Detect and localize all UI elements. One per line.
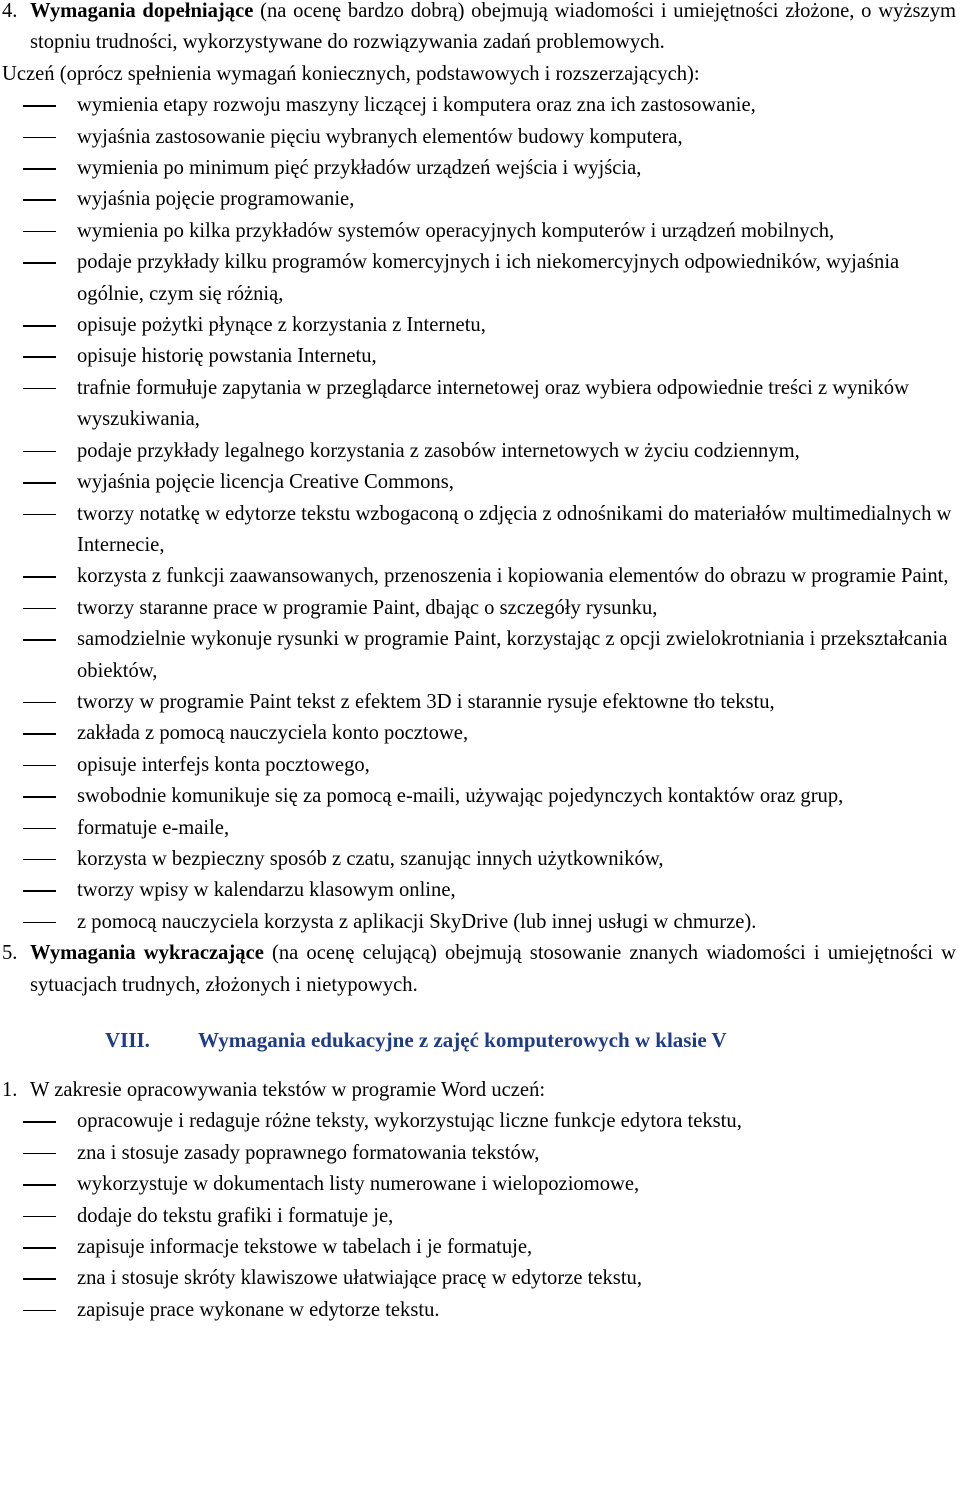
dash-bullet-icon [23,168,56,170]
list-item [0,844,960,875]
list-item [0,216,960,247]
dash-bullet-icon [23,1310,56,1312]
dash-bullet-icon [23,514,56,516]
list-item [0,687,960,718]
list-item-text: zakłada z pomocą nauczyciela konto pocztowe, [77,722,469,745]
dash-bullet-icon [23,199,56,201]
dash-bullet-icon [23,1121,56,1123]
list-item [0,90,960,121]
list-item [0,907,960,938]
list-item-text: podaje przykłady legalnego korzystania z zasobów internetowych w życiu codziennym, [77,439,800,462]
list-item-text: wyjaśnia pojęcie programowanie, [77,188,355,211]
list-item [0,561,960,592]
list-item [0,499,960,562]
list-item [0,341,960,372]
dash-bullet-icon [23,1278,56,1280]
list-item-text: wykorzystuje w dokumentach listy numerowane i wielopoziomowe, [77,1173,640,1196]
section-4-number: 4. [2,0,18,22]
dash-bullet-icon [23,388,56,390]
list-item [0,467,960,498]
dash-bullet-icon [23,608,56,610]
dash-bullet-icon [23,1216,56,1218]
list-item-text: formatuje e-maile, [77,816,230,839]
list-item-text: trafnie formułuje zapytania w przeglądarce internetowej oraz wybiera odpowiednie treści z wyników wyszukiwania, [77,376,909,431]
dash-bullet-icon [23,482,56,484]
list-item-text: swobodnie komunikuje się za pomocą e-maili, używając pojedynczych kontaktów oraz grup, [77,785,844,808]
dash-bullet-icon [23,137,56,139]
list-item [0,436,960,467]
list-item [0,310,960,341]
dash-bullet-icon [23,262,56,264]
list-item [0,1263,960,1294]
list-item [0,1201,960,1232]
section-1-number: 1. [2,1079,18,1101]
list-item [0,875,960,906]
list-item-text: tworzy staranne prace w programie Paint, dbając o szczegóły rysunku, [77,596,658,619]
list-item-text: wymienia etapy rozwoju maszyny liczącej i komputera oraz zna ich zastosowanie, [77,94,756,117]
list-item-text: korzysta w bezpieczny sposób z czatu, szanując innych użytkowników, [77,847,664,870]
dash-bullet-icon [23,702,56,704]
list-item-text: zapisuje informacje tekstowe w tabelach i je formatuje, [77,1236,533,1259]
list-item-text: tworzy notatkę w edytorze tekstu wzbogaconą o zdjęcia z odnośnikami do materiałów multimedialnych w Internecie, [77,502,952,556]
list-item [0,122,960,153]
dash-bullet-icon [23,356,56,358]
dash-bullet-icon [23,922,56,924]
dash-bullet-icon [23,796,56,798]
list-item-text: tworzy wpisy w kalendarzu klasowym online, [77,879,456,902]
list-item [0,1295,960,1326]
dash-bullet-icon [23,451,56,453]
dash-bullet-icon [23,828,56,830]
dash-bullet-icon [23,733,56,735]
section-4-description: (na ocenę bardzo dobrą) obejmują wiadomości i umiejętności złożone, o wyższym stopniu trudności, wykorzystywane do rozwiązywania zadań problemowych. [30,0,957,54]
chapter-title: Wymagania edukacyjne z zajęć komputerowych w klasie V [198,1028,727,1052]
dash-bullet-icon [23,1184,56,1186]
list-item-text: opisuje interfejs konta pocztowego, [77,753,370,776]
list-item-text: z pomocą nauczyciela korzysta z aplikacji SkyDrive (lub innej usługi w chmurze). [77,910,757,933]
chapter-heading [0,1025,960,1057]
dash-bullet-icon [23,765,56,767]
section-5-number: 5. [2,942,18,965]
list-item [0,750,960,781]
dash-bullet-icon [23,325,56,327]
list-item-text: wymienia po minimum pięć przykładów urządzeń wejścia i wyjścia, [77,157,642,180]
dash-bullet-icon [23,231,56,233]
list-item-text: dodaje do tekstu grafiki i formatuje je, [77,1204,394,1227]
list-item-text: tworzy w programie Paint tekst z efektem 3D i starannie rysuje efektowne tło tekstu, [77,690,775,713]
list-item [0,247,960,310]
list-item [0,624,960,687]
list-item [0,813,960,844]
section-4-intro: Uczeń (oprócz spełnienia wymagań koniecznych, podstawowych i rozszerzających): [2,62,700,85]
section-5-title: Wymagania wykraczające [30,942,264,965]
list-item [0,1106,960,1137]
dash-bullet-icon [23,639,56,641]
list-item [0,153,960,184]
list-item-text: opracowuje i redaguje różne teksty, wykorzystując liczne funkcje edytora tekstu, [77,1110,742,1133]
section-4-paragraph [0,0,960,59]
list-item [0,593,960,624]
list-item-text: opisuje pożytki płynące z korzystania z Internetu, [77,314,486,337]
dash-bullet-icon [23,576,56,578]
list-item-text: zapisuje prace wykonane w edytorze tekstu. [77,1298,440,1321]
section-5-paragraph [0,938,960,1001]
section-1-list [0,1106,960,1326]
section-4-title: Wymagania dopełniające [30,0,254,22]
dash-bullet-icon [23,1153,56,1155]
dash-bullet-icon [23,105,56,107]
list-item-text: wyjaśnia pojęcie licencja Creative Commons, [77,471,454,494]
dash-bullet-icon [23,890,56,892]
list-item-text: zna i stosuje skróty klawiszowe ułatwiające pracę w edytorze tekstu, [77,1267,642,1290]
list-item-text: wymienia po kilka przykładów systemów operacyjnych komputerów i urządzeń mobilnych, [77,219,835,242]
list-item [0,781,960,812]
list-item-text: korzysta z funkcji zaawansowanych, przenoszenia i kopiowania elementów do obrazu w programie Paint, [77,565,949,588]
list-item-text: podaje przykłady kilku programów komercyjnych i ich niekomercyjnych odpowiedników, wyjaśnia ogólnie, czym się różnią, [77,251,900,305]
dash-bullet-icon [23,859,56,861]
section-5-description: (na ocenę celującą) obejmują stosowanie znanych wiadomości i umiejętności w sytuacjach trudnych, złożonych i nietypowych. [30,942,956,996]
list-item [0,718,960,749]
list-item [0,1232,960,1263]
list-item [0,1138,960,1169]
list-item-text: samodzielnie wykonuje rysunki w programie Paint, korzystając z opcji zwielokrotniania i przekształcania obiektów, [77,628,948,682]
list-item [0,184,960,215]
list-item-text: zna i stosuje zasady poprawnego formatowania tekstów, [77,1141,540,1164]
dash-bullet-icon [23,1247,56,1249]
chapter-number: VIII. [105,1028,150,1052]
list-item-text: opisuje historię powstania Internetu, [77,345,377,368]
section-4-list [0,90,960,938]
list-item-text: wyjaśnia zastosowanie pięciu wybranych elementów budowy komputera, [77,125,683,148]
list-item [0,1169,960,1200]
section-1-paragraph [0,1075,960,1106]
list-item [0,373,960,436]
section-1-intro: W zakresie opracowywania tekstów w programie Word uczeń: [30,1079,546,1101]
